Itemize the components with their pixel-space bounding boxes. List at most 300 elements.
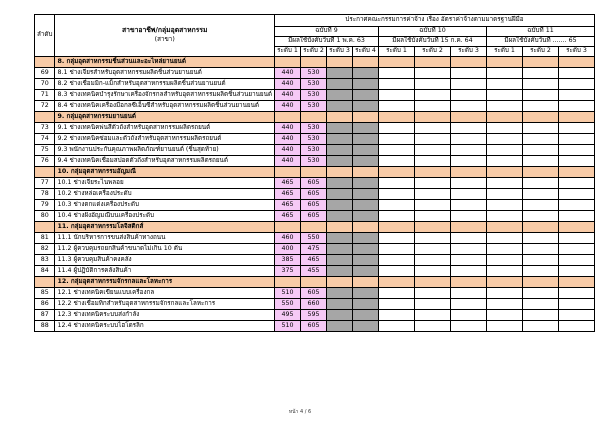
edition-10-label: ฉบับที่ 10	[379, 27, 487, 37]
group-header-row	[35, 222, 595, 233]
group-empty-cell	[353, 222, 379, 233]
group-empty-cell	[559, 277, 595, 288]
wage-empty-cell	[415, 200, 451, 211]
group-empty-cell	[451, 222, 487, 233]
row-number: 82	[35, 244, 55, 255]
occupation-name: 8.4 ช่างเทคนิคเครื่องมือกลซีเอ็นซีสำหรับอุตสาหกรรมผลิตชิ้นส่วนยานยนต์	[55, 101, 275, 112]
wage-not-applicable-cell	[353, 266, 379, 277]
wage-empty-cell	[451, 211, 487, 222]
wage-not-applicable-cell	[353, 200, 379, 211]
group-empty-cell	[353, 277, 379, 288]
wage-empty-cell	[379, 123, 415, 134]
wage-not-applicable-cell	[327, 145, 353, 156]
group-empty-cell	[327, 57, 353, 68]
wage-empty-cell	[559, 189, 595, 200]
row-number: 85	[35, 288, 55, 299]
edition-10-effective-date: มีผลใช้บังคับวันที่ 15 ก.ค. 64	[379, 37, 487, 47]
wage-empty-cell	[523, 288, 559, 299]
wage-level-2: 475	[301, 244, 327, 255]
group-empty-cell	[379, 112, 415, 123]
wage-empty-cell	[487, 299, 523, 310]
occupation-name: 11.2 ผู้ควบคุมรถยกสินค้าขนาดไม่เกิน 10 ตัน	[55, 244, 275, 255]
edition-9-level-2-header: ระดับ 2	[301, 47, 327, 57]
table-row	[35, 101, 595, 112]
wage-empty-cell	[451, 310, 487, 321]
wage-empty-cell	[379, 156, 415, 167]
wage-not-applicable-cell	[353, 299, 379, 310]
group-empty-cell	[275, 277, 301, 288]
wage-empty-cell	[559, 101, 595, 112]
group-header-row	[35, 57, 595, 68]
row-number: 75	[35, 145, 55, 156]
wage-empty-cell	[523, 134, 559, 145]
edition-9-level-3-header: ระดับ 3	[327, 47, 353, 57]
wage-empty-cell	[559, 123, 595, 134]
wage-level-2: 605	[301, 288, 327, 299]
wage-empty-cell	[559, 266, 595, 277]
wage-not-applicable-cell	[327, 79, 353, 90]
row-number: 88	[35, 321, 55, 332]
table-row	[35, 68, 595, 79]
group-empty-cell	[301, 167, 327, 178]
wage-not-applicable-cell	[353, 233, 379, 244]
wage-empty-cell	[415, 90, 451, 101]
group-empty-cell	[559, 112, 595, 123]
group-empty-cell	[301, 57, 327, 68]
occupation-name: 10.3 ช่างตกแต่งเครื่องประดับ	[55, 200, 275, 211]
wage-empty-cell	[379, 134, 415, 145]
wage-empty-cell	[379, 178, 415, 189]
group-empty-cell	[487, 112, 523, 123]
wage-not-applicable-cell	[327, 288, 353, 299]
group-no-cell	[35, 112, 55, 123]
wage-not-applicable-cell	[353, 90, 379, 101]
group-header-row	[35, 167, 595, 178]
wage-not-applicable-cell	[353, 156, 379, 167]
edition-11-level-3-header: ระดับ 3	[559, 47, 595, 57]
occupation-name: 12.3 ช่างเทคนิคระบบส่งกำลัง	[55, 310, 275, 321]
group-header-row	[35, 112, 595, 123]
wage-empty-cell	[415, 123, 451, 134]
group-empty-cell	[451, 112, 487, 123]
group-no-cell	[35, 167, 55, 178]
edition-9-level-4-header: ระดับ 4	[353, 47, 379, 57]
row-number: 78	[35, 189, 55, 200]
table-row	[35, 90, 595, 101]
group-empty-cell	[523, 57, 559, 68]
group-header-row	[35, 277, 595, 288]
wage-level-2: 530	[301, 68, 327, 79]
table-row	[35, 266, 595, 277]
wage-empty-cell	[487, 189, 523, 200]
wage-not-applicable-cell	[353, 79, 379, 90]
wage-empty-cell	[415, 134, 451, 145]
wage-empty-cell	[415, 156, 451, 167]
wage-not-applicable-cell	[327, 178, 353, 189]
wage-level-2: 605	[301, 211, 327, 222]
wage-empty-cell	[559, 134, 595, 145]
wage-empty-cell	[523, 200, 559, 211]
group-empty-cell	[559, 57, 595, 68]
group-empty-cell	[523, 277, 559, 288]
wage-empty-cell	[379, 233, 415, 244]
wage-level-2: 465	[301, 255, 327, 266]
wage-empty-cell	[487, 288, 523, 299]
wage-level-2: 530	[301, 145, 327, 156]
wage-level-2: 550	[301, 233, 327, 244]
occupation-name: 11.1 นักบริหารการขนส่งสินค้าทางถนน	[55, 233, 275, 244]
table-row	[35, 211, 595, 222]
wage-level-1: 510	[275, 288, 301, 299]
group-empty-cell	[327, 277, 353, 288]
wage-not-applicable-cell	[327, 68, 353, 79]
row-number: 80	[35, 211, 55, 222]
wage-empty-cell	[523, 321, 559, 332]
wage-not-applicable-cell	[353, 101, 379, 112]
col-header-occupation-line1: สาขาอาชีพ/กลุ่มอุตสาหกรรม	[121, 26, 208, 35]
wage-not-applicable-cell	[327, 101, 353, 112]
row-number: 74	[35, 134, 55, 145]
wage-empty-cell	[415, 189, 451, 200]
wage-empty-cell	[559, 288, 595, 299]
wage-not-applicable-cell	[327, 123, 353, 134]
wage-level-1: 440	[275, 156, 301, 167]
wage-not-applicable-cell	[327, 244, 353, 255]
edition-10-level-1-header: ระดับ 1	[379, 47, 415, 57]
occupation-name: 8.2 ช่างเชื่อมมิก-แม็กสำหรับอุตสาหกรรมผลิตชิ้นส่วนยานยนต์	[55, 79, 275, 90]
wage-empty-cell	[379, 211, 415, 222]
group-empty-cell	[415, 277, 451, 288]
occupation-name: 11.3 ผู้ควบคุมสินค้าคงคลัง	[55, 255, 275, 266]
group-empty-cell	[379, 57, 415, 68]
occupation-name: 10.2 ช่างหล่อเครื่องประดับ	[55, 189, 275, 200]
group-empty-cell	[451, 57, 487, 68]
wage-empty-cell	[523, 79, 559, 90]
wage-level-2: 530	[301, 79, 327, 90]
group-empty-cell	[327, 222, 353, 233]
row-number: 71	[35, 90, 55, 101]
wage-not-applicable-cell	[327, 310, 353, 321]
wage-empty-cell	[559, 255, 595, 266]
group-empty-cell	[379, 277, 415, 288]
group-empty-cell	[523, 112, 559, 123]
group-empty-cell	[275, 167, 301, 178]
col-header-occupation	[55, 15, 275, 57]
wage-empty-cell	[415, 145, 451, 156]
wage-level-1: 440	[275, 79, 301, 90]
wage-empty-cell	[379, 189, 415, 200]
wage-not-applicable-cell	[327, 90, 353, 101]
group-empty-cell	[415, 112, 451, 123]
edition-9-effective-date: มีผลใช้บังคับวันที่ 1 พ.ค. 63	[275, 37, 379, 47]
row-number: 69	[35, 68, 55, 79]
wage-not-applicable-cell	[327, 233, 353, 244]
edition-10-level-3-header: ระดับ 3	[451, 47, 487, 57]
wage-not-applicable-cell	[327, 200, 353, 211]
wage-empty-cell	[523, 90, 559, 101]
wage-empty-cell	[379, 244, 415, 255]
table-row	[35, 321, 595, 332]
group-empty-cell	[301, 222, 327, 233]
wage-not-applicable-cell	[353, 68, 379, 79]
wage-empty-cell	[487, 101, 523, 112]
wage-level-1: 495	[275, 310, 301, 321]
wage-level-1: 375	[275, 266, 301, 277]
wage-level-2: 530	[301, 123, 327, 134]
group-empty-cell	[275, 222, 301, 233]
wage-empty-cell	[523, 211, 559, 222]
wage-empty-cell	[523, 244, 559, 255]
wage-empty-cell	[451, 299, 487, 310]
occupation-name: 9.2 ช่างเทคนิคซ่อมและตัวถังสำหรับอุตสาหกรรมผลิตรถยนต์	[55, 134, 275, 145]
wage-empty-cell	[559, 321, 595, 332]
wage-level-1: 440	[275, 90, 301, 101]
wage-level-2: 530	[301, 101, 327, 112]
wage-empty-cell	[415, 101, 451, 112]
wage-level-2: 455	[301, 266, 327, 277]
wage-empty-cell	[559, 178, 595, 189]
wage-empty-cell	[487, 68, 523, 79]
group-empty-cell	[523, 167, 559, 178]
wage-empty-cell	[379, 299, 415, 310]
group-no-cell	[35, 277, 55, 288]
wage-empty-cell	[451, 255, 487, 266]
occupation-name: 11.4 ผู้ปฏิบัติการคลังสินค้า	[55, 266, 275, 277]
group-no-cell	[35, 57, 55, 68]
wage-level-1: 440	[275, 68, 301, 79]
wage-level-2: 605	[301, 189, 327, 200]
wage-not-applicable-cell	[353, 123, 379, 134]
row-number: 81	[35, 233, 55, 244]
wage-not-applicable-cell	[327, 321, 353, 332]
wage-empty-cell	[451, 266, 487, 277]
table-row	[35, 145, 595, 156]
wage-empty-cell	[487, 79, 523, 90]
table-row	[35, 299, 595, 310]
table-row	[35, 123, 595, 134]
wage-empty-cell	[451, 123, 487, 134]
wage-empty-cell	[451, 90, 487, 101]
wage-empty-cell	[379, 68, 415, 79]
edition-9-level-1-header: ระดับ 1	[275, 47, 301, 57]
wage-empty-cell	[523, 255, 559, 266]
wage-level-1: 440	[275, 123, 301, 134]
wage-not-applicable-cell	[327, 156, 353, 167]
row-number: 72	[35, 101, 55, 112]
wage-not-applicable-cell	[353, 310, 379, 321]
row-number: 77	[35, 178, 55, 189]
wage-empty-cell	[415, 79, 451, 90]
wage-empty-cell	[487, 244, 523, 255]
wage-not-applicable-cell	[353, 244, 379, 255]
wage-not-applicable-cell	[327, 255, 353, 266]
wage-not-applicable-cell	[353, 178, 379, 189]
wage-empty-cell	[415, 321, 451, 332]
wage-level-2: 605	[301, 200, 327, 211]
wage-empty-cell	[415, 299, 451, 310]
wage-empty-cell	[559, 211, 595, 222]
page-number: หน้า 4 / 6	[288, 409, 312, 415]
wage-empty-cell	[451, 233, 487, 244]
occupation-name: 9.3 พนักงานประกันคุณภาพผลิตภัณฑ์ยานยนต์ (ชิ้นสุดท้าย)	[55, 145, 275, 156]
group-empty-cell	[379, 167, 415, 178]
row-number: 70	[35, 79, 55, 90]
wage-empty-cell	[559, 244, 595, 255]
wage-empty-cell	[451, 321, 487, 332]
group-empty-cell	[559, 167, 595, 178]
wage-empty-cell	[379, 145, 415, 156]
wage-empty-cell	[487, 134, 523, 145]
wage-empty-cell	[559, 68, 595, 79]
wage-level-2: 605	[301, 178, 327, 189]
wage-empty-cell	[415, 288, 451, 299]
wage-empty-cell	[487, 178, 523, 189]
group-empty-cell	[523, 222, 559, 233]
wage-empty-cell	[487, 90, 523, 101]
wage-empty-cell	[487, 266, 523, 277]
row-number: 83	[35, 255, 55, 266]
col-header-no: ลำดับ	[35, 15, 55, 57]
group-empty-cell	[353, 112, 379, 123]
wage-empty-cell	[415, 211, 451, 222]
wage-empty-cell	[523, 101, 559, 112]
row-number: 86	[35, 299, 55, 310]
group-no-cell	[35, 222, 55, 233]
wage-level-1: 440	[275, 134, 301, 145]
group-empty-cell	[451, 167, 487, 178]
wage-empty-cell	[451, 79, 487, 90]
wage-empty-cell	[415, 233, 451, 244]
wage-empty-cell	[523, 299, 559, 310]
table-row	[35, 156, 595, 167]
wage-empty-cell	[559, 145, 595, 156]
row-number: 73	[35, 123, 55, 134]
wage-empty-cell	[451, 156, 487, 167]
wage-level-1: 440	[275, 101, 301, 112]
wage-empty-cell	[523, 266, 559, 277]
announcement-title: ประกาศคณะกรรมการค่าจ้าง เรื่อง อัตราค่าจ้างตามมาตรฐานฝีมือ	[275, 15, 595, 27]
wage-not-applicable-cell	[353, 211, 379, 222]
wage-empty-cell	[379, 266, 415, 277]
wage-empty-cell	[487, 321, 523, 332]
wage-level-1: 510	[275, 321, 301, 332]
wage-empty-cell	[415, 68, 451, 79]
group-empty-cell	[487, 277, 523, 288]
wage-empty-cell	[451, 178, 487, 189]
wage-empty-cell	[379, 200, 415, 211]
wage-rate-table	[34, 14, 595, 332]
occupation-name: 12.4 ช่างเทคนิคระบบไฮโดรลิก	[55, 321, 275, 332]
table-row	[35, 189, 595, 200]
row-number: 84	[35, 266, 55, 277]
row-number: 79	[35, 200, 55, 211]
wage-level-2: 660	[301, 299, 327, 310]
wage-empty-cell	[523, 178, 559, 189]
wage-level-1: 465	[275, 178, 301, 189]
table-row	[35, 134, 595, 145]
wage-level-2: 530	[301, 156, 327, 167]
wage-level-1: 465	[275, 211, 301, 222]
table-row	[35, 255, 595, 266]
group-empty-cell	[559, 222, 595, 233]
wage-empty-cell	[523, 123, 559, 134]
table-row	[35, 178, 595, 189]
wage-level-1: 465	[275, 189, 301, 200]
wage-empty-cell	[379, 288, 415, 299]
edition-11-effective-date: มีผลใช้บังคับวันที่ ....... 65	[487, 37, 595, 47]
wage-empty-cell	[379, 79, 415, 90]
occupation-name: 10.1 ช่างเจียระไนพลอย	[55, 178, 275, 189]
wage-empty-cell	[523, 68, 559, 79]
wage-empty-cell	[379, 101, 415, 112]
wage-empty-cell	[379, 255, 415, 266]
group-empty-cell	[415, 167, 451, 178]
group-empty-cell	[415, 57, 451, 68]
wage-empty-cell	[379, 310, 415, 321]
wage-level-2: 605	[301, 321, 327, 332]
occupation-name: 10.4 ช่างฝังอัญมณีบนเครื่องประดับ	[55, 211, 275, 222]
edition-10-level-2-header: ระดับ 2	[415, 47, 451, 57]
wage-empty-cell	[559, 310, 595, 321]
group-empty-cell	[415, 222, 451, 233]
wage-empty-cell	[451, 200, 487, 211]
group-empty-cell	[353, 167, 379, 178]
wage-empty-cell	[379, 321, 415, 332]
wage-level-1: 400	[275, 244, 301, 255]
wage-empty-cell	[559, 90, 595, 101]
occupation-name: 8.1 ช่างเจียรสำหรับอุตสาหกรรมผลิตชิ้นส่วนยานยนต์	[55, 68, 275, 79]
occupation-name: 12.2 ช่างเชื่อมทิกสำหรับอุตสาหกรรมจักรกลและโลหะการ	[55, 299, 275, 310]
wage-level-2: 530	[301, 134, 327, 145]
wage-not-applicable-cell	[353, 321, 379, 332]
wage-empty-cell	[559, 79, 595, 90]
occupation-name: 9.1 ช่างเทคนิคพ่นสีตัวถังสำหรับอุตสาหกรรมผลิตรถยนต์	[55, 123, 275, 134]
group-empty-cell	[301, 277, 327, 288]
occupation-name: 9.4 ช่างเทคนิคเชื่อมสปอตตัวถังสำหรับอุตสาหกรรมผลิตรถยนต์	[55, 156, 275, 167]
wage-level-2: 530	[301, 90, 327, 101]
wage-empty-cell	[559, 200, 595, 211]
group-empty-cell	[487, 167, 523, 178]
wage-empty-cell	[415, 255, 451, 266]
table-row	[35, 288, 595, 299]
table-row	[35, 310, 595, 321]
occupation-name: 8.3 ช่างเทคนิคบำรุงรักษาเครื่องจักรกลสำหรับอุตสาหกรรมผลิตชิ้นส่วนยานยนต์	[55, 90, 275, 101]
wage-empty-cell	[487, 255, 523, 266]
col-header-occupation-line2: (สาขา)	[154, 36, 175, 44]
wage-empty-cell	[523, 189, 559, 200]
wage-empty-cell	[487, 123, 523, 134]
wage-empty-cell	[451, 189, 487, 200]
wage-empty-cell	[523, 145, 559, 156]
wage-empty-cell	[415, 266, 451, 277]
edition-11-label: ฉบับที่ 11	[487, 27, 595, 37]
occupation-name: 12.1 ช่างเทคนิคเขียนแบบเครื่องกล	[55, 288, 275, 299]
table-row	[35, 79, 595, 90]
row-number: 87	[35, 310, 55, 321]
wage-empty-cell	[559, 156, 595, 167]
edition-9-label: ฉบับที่ 9	[275, 27, 379, 37]
table-row	[35, 233, 595, 244]
group-empty-cell	[487, 222, 523, 233]
group-title: 10. กลุ่มอุตสาหกรรมอัญมณี	[55, 167, 275, 178]
group-empty-cell	[379, 222, 415, 233]
wage-empty-cell	[487, 233, 523, 244]
group-title: 12. กลุ่มอุตสาหกรรมจักรกลและโลหะการ	[55, 277, 275, 288]
wage-empty-cell	[415, 310, 451, 321]
group-empty-cell	[275, 57, 301, 68]
wage-empty-cell	[415, 178, 451, 189]
wage-empty-cell	[451, 145, 487, 156]
